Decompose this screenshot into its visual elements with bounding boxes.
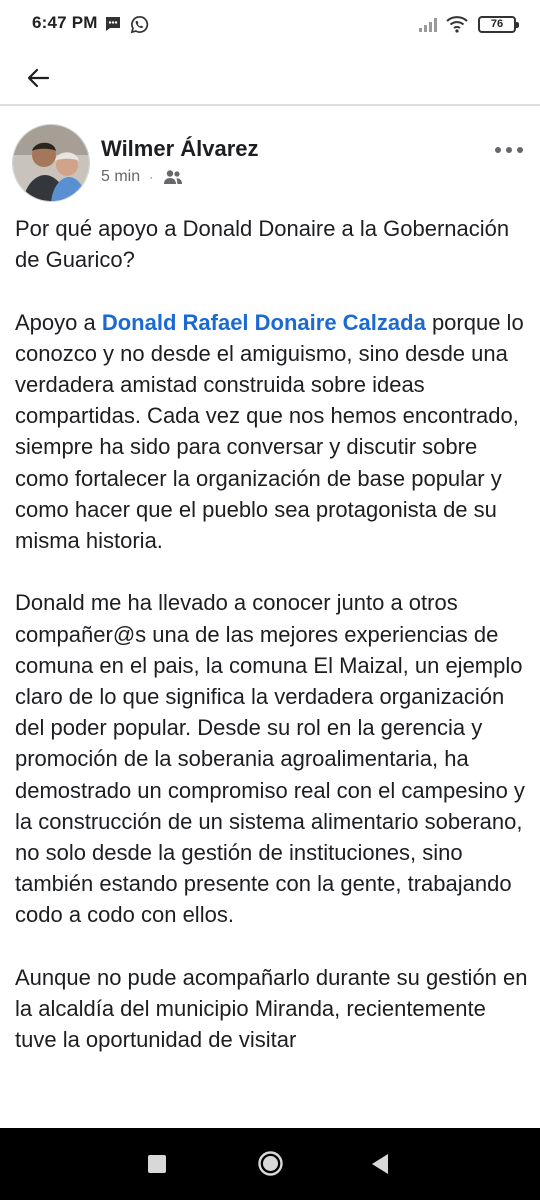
post-paragraph: Donald me ha llevado a conocer junto a otros compañer@s una de las mejores experiencias de comuna en el pais, la comuna El Maizal, un ejemplo claro de lo que significa la verdadera organización del poder popular. Desde su rol en la gerencia y promoción de la soberania agroalimentaria, ha demostrado un compromiso real con el campesino y la construcción de un sistema alimentario soberano, no solo desde la gestión de instituciones, sino también estando presente con la gente, trabajando codo a codo con ellos. [15,590,525,928]
battery-level: 76 [490,18,504,30]
signal-icon [418,17,440,33]
app-bar [0,50,540,106]
post-paragraph: Aunque no pude acompañarlo durante su gestión en la alcaldía del municipio Miranda, recientemente tuve la oportunidad de visitar [15,964,528,1053]
paragraph-prefix: Apoyo a [15,309,102,335]
status-time: 6:47 PM [32,13,98,32]
whatsapp-icon [130,15,149,34]
post-meta [101,168,183,186]
recents-square-icon[interactable] [148,1155,166,1173]
status-bar [0,0,540,50]
system-nav-bar [0,1128,540,1200]
meta-separator: · [149,170,154,184]
avatar[interactable] [12,124,90,202]
post-paragraph [15,307,530,557]
post-time[interactable]: 5 min [101,168,141,185]
mention-link[interactable]: Donald Rafael Donaire Calzada [101,309,426,335]
back-triangle-icon[interactable] [371,1153,389,1175]
home-circle-icon[interactable] [257,1150,284,1177]
avatar-photo [13,125,90,202]
battery-icon [478,16,516,33]
arrow-left-icon[interactable] [22,62,54,94]
friends-icon[interactable] [163,169,183,185]
paragraph-text: porque lo conozco y no desde el amiguismo, sino desde una verdadera amistad construida sobre ideas compartidas. Cada vez que nos hemos encontrado, siempre ha sido para conversar y discutir sobre como fortalecer la organización de base popular y como hacer que el pueblo sea protagonista de su misma historia. [15,309,524,554]
author-name[interactable]: Wilmer Álvarez [101,136,259,161]
post-body [15,213,530,1087]
post-header [0,122,540,202]
post-paragraph: Por qué apoyo a Donald Donaire a la Gobernación de Guarico? [15,216,510,273]
message-icon [104,15,122,33]
more-horizontal-icon[interactable] [494,142,524,158]
wifi-icon [446,15,468,33]
